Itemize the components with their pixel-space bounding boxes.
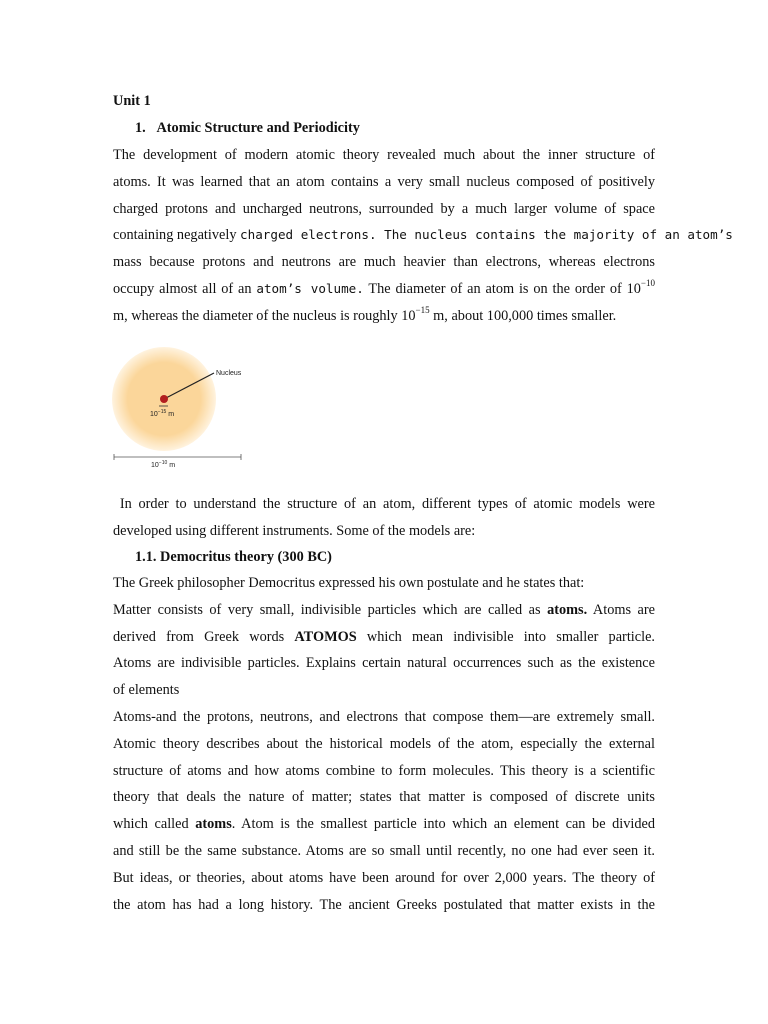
- text-line: containing negatively charged electrons. The nucleus contains the majority of an atom’s: [113, 227, 733, 244]
- text-line: derived from Greek words ATOMOS which mean indivisible into smaller particle.: [113, 628, 655, 645]
- nucleus-label: Nucleus: [216, 370, 242, 377]
- exponent: −15: [415, 305, 430, 316]
- section-title: Atomic Structure and Periodicity: [156, 120, 360, 136]
- section-number: 1.: [135, 120, 146, 136]
- nucleus-size-label: $10^{-15}$ m: [150, 409, 175, 418]
- text-line: structure of atoms and how atoms combine to form molecules. This theory is a scientific: [113, 762, 655, 779]
- text-line: Atoms are indivisible particles. Explains certain natural occurrences such as the existence: [113, 655, 655, 672]
- text-line: m, whereas the diameter of the nucleus is roughly $10^{-15}$ m, about 100,000 times smaller.: [113, 305, 617, 324]
- paragraph-atomic-theory: [113, 142, 733, 330]
- section-1-heading: [135, 115, 677, 141]
- text-line: developed using different instruments. Some of the models are:: [113, 522, 476, 539]
- text-line: The Greek philosopher Democritus expressed his own postulate and he states that:: [113, 575, 585, 591]
- text-line: occupy almost all of an atom’s volume. The diameter of an atom is on the order of $10^{-10}$: [113, 278, 655, 297]
- text-line: theory that deals the nature of matter; states that matter is composed of discrete units: [113, 789, 655, 806]
- atom-size-label: $10^{-10}$ m: [151, 460, 176, 469]
- text-line: Atoms-and the protons, neutrons, and electrons that compose them—are extremely small.: [113, 709, 655, 725]
- text-line: Atomic theory describes about the historical models of the atom, especially the external: [113, 735, 655, 752]
- text-line: The development of modern atomic theory revealed much about the inner structure of: [113, 147, 655, 163]
- atom-diagram-svg: [110, 344, 252, 472]
- paragraph-democritus: [113, 570, 655, 704]
- text-line: atoms. It was learned that an atom contains a very small nucleus composed of positively: [113, 173, 655, 190]
- text-line: mass because protons and neutrons are much heavier than electrons, whereas electrons: [113, 254, 655, 271]
- exponent: −10: [640, 278, 655, 289]
- section-1-1-heading: 1.1. Democritus theory (300 BC): [135, 549, 332, 565]
- text-line: of elements: [113, 682, 180, 699]
- text-line: Matter consists of very small, indivisible particles which are called as atoms. Atoms are: [113, 601, 655, 618]
- text-line: which called atoms. Atom is the smallest particle into which an element can be divided: [113, 816, 656, 833]
- text-line: But ideas, or theories, about atoms have been around for over 2,000 years. The theory of: [113, 869, 655, 886]
- text-line: charged protons and uncharged neutrons, surrounded by a much larger volume of space: [113, 200, 655, 217]
- paragraph-atomic-theory-history: [113, 704, 655, 918]
- nucleus: [160, 395, 168, 403]
- text-line: the atom has had a long history. The ancient Greeks postulated that matter exists in the: [113, 896, 655, 913]
- atom-diagram: [110, 344, 252, 472]
- unit-heading: Unit 1: [113, 93, 151, 109]
- paragraph-atomic-models: [113, 491, 655, 545]
- text-line: and still be the same substance. Atoms are so small until recently, no one had ever seen it.: [113, 842, 655, 859]
- text-line: In order to understand the structure of an atom, different types of atomic models were: [119, 496, 656, 512]
